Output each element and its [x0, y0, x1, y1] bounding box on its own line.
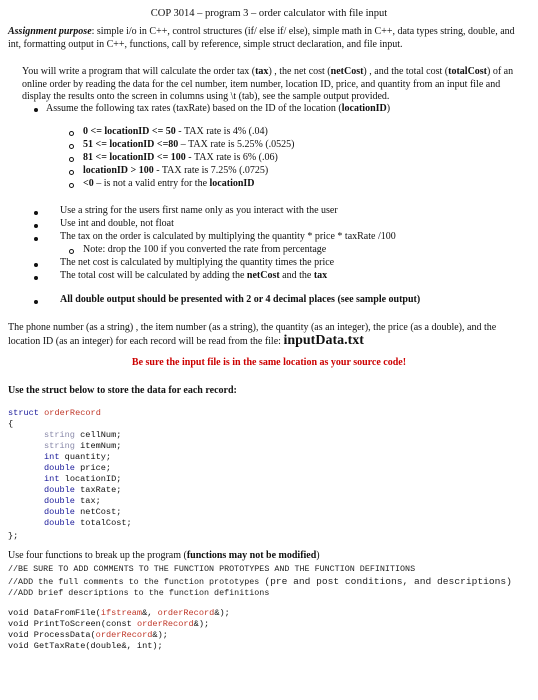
bullet-note: Note: drop the 100 if you converted the rate from percentage [83, 244, 327, 255]
field-name: totalCost; [80, 518, 132, 528]
file-input-text: The phone number (as a string) , the item number (as a string), the quantity (as an integer), the price (as a double), and the location ID (as an integer) for each record will be read from the file: [8, 322, 497, 347]
field-type: double [44, 496, 75, 506]
bullet-dot [34, 224, 38, 228]
bullet-int-double: Use int and double, not float [60, 218, 174, 229]
struct-label: Use the struct below to store the data for each record: [8, 385, 237, 396]
prototype-data-from-file [8, 608, 230, 619]
bullet-double-output: All double output should be presented with 2 or 4 decimal places (see sample output) [60, 294, 421, 305]
struct-field [44, 496, 101, 507]
field-type: string [44, 441, 75, 451]
proto-part: void PrintToScreen(const [8, 619, 137, 629]
total-cost-text-1: The total cost will be calculated by adding the [60, 270, 247, 281]
struct-field [44, 507, 121, 518]
tax-rate-cond: locationID > 100 [83, 165, 154, 176]
total-cost-netcost: netCost [246, 270, 280, 281]
struct-close-brace: }; [8, 531, 19, 541]
proto-type: orderRecord [95, 630, 153, 640]
struct-field [44, 474, 121, 485]
comment-part-a: //ADD the full comments to the function prototypes [8, 577, 265, 587]
sub-bullet [69, 144, 74, 149]
tax-rate-rest: – is not a valid entry for the [93, 178, 210, 189]
functions-intro [8, 550, 320, 561]
struct-field [44, 485, 121, 496]
tax-rate-item [83, 152, 278, 165]
struct-field [44, 518, 132, 529]
proto-part: &, [142, 608, 158, 618]
proto-type: orderRecord [136, 619, 194, 629]
intro-text-2: ) , the net cost ( [268, 66, 331, 77]
sub-bullet [69, 170, 74, 175]
bullet-net-cost: The net cost is calculated by multiplying the quantity times the price [60, 257, 335, 268]
field-name: tax; [80, 496, 101, 506]
bullet-total-cost [60, 270, 327, 283]
total-cost-text-2: and the [279, 270, 314, 281]
input-filename: inputData.txt [283, 333, 364, 348]
field-type: double [44, 507, 75, 517]
struct-name: orderRecord [44, 408, 101, 418]
prototype-get-tax-rate: void GetTaxRate(double&, int); [8, 641, 163, 651]
field-type: int [44, 474, 60, 484]
intro-tax: tax [255, 66, 269, 77]
proto-part: &); [152, 630, 168, 640]
bullet-dot [34, 263, 38, 267]
struct-field [44, 463, 111, 474]
tax-rate-rest: - TAX rate is 6% (.06) [185, 152, 278, 163]
warning-note: Be sure the input file is in the same location as your source code! [131, 357, 407, 368]
purpose-label: Assignment purpose [8, 26, 92, 37]
bullet-dot [34, 211, 38, 215]
code-comment: //ADD brief descriptions to the function definitions [8, 588, 270, 598]
field-type: double [44, 518, 75, 528]
struct-open-brace: { [8, 419, 14, 429]
field-name: taxRate; [80, 485, 122, 495]
field-name: locationID; [64, 474, 122, 484]
tax-rate-rest: - TAX rate is 4% (.04) [175, 126, 268, 137]
assignment-purpose [8, 26, 530, 51]
struct-field [44, 441, 121, 452]
field-type: string [44, 430, 75, 440]
functions-intro-bold: functions may not be modified [186, 550, 317, 561]
field-type: int [44, 452, 60, 462]
sub-bullet [69, 157, 74, 162]
total-cost-tax: tax [313, 270, 328, 281]
field-name: price; [80, 463, 112, 473]
intro-text-1: You will write a program that will calculate the order tax ( [22, 66, 256, 77]
purpose-text: : simple i/o in C++, control structures (if/ else if/ else), simple math in C++, data types string, double, and int, formatting output in C++, functions, call by reference, simple struct declaration, and file input. [8, 26, 515, 50]
tax-rate-rest: – TAX rate is 5.25% (.0525) [178, 139, 295, 150]
sub-bullet [69, 249, 74, 254]
document-title: COP 3014 – program 3 – order calculator with file input [150, 8, 388, 19]
bullet-dot [34, 108, 38, 112]
proto-type: ifstream [100, 608, 143, 618]
bullet-first-name: Use a string for the users first name only as you interact with the user [60, 205, 338, 216]
tax-rate-cond: <0 [83, 178, 94, 189]
tax-rate-item [83, 165, 268, 178]
struct-keyword: struct [8, 408, 39, 418]
tax-rate-item [83, 126, 268, 139]
field-type: double [44, 463, 75, 473]
proto-part: &); [193, 619, 210, 629]
struct-field [44, 452, 111, 463]
bullet-tax-calc: The tax on the order is calculated by multiplying the quantity * price * taxRate /100 [60, 231, 396, 242]
intro-netcost: netCost [330, 66, 364, 77]
tax-rate-item [83, 139, 295, 152]
tax-rate-cond: 81 <= locationID <= 100 [83, 152, 186, 163]
sub-bullet [69, 183, 74, 188]
tax-rate-tail: locationID [209, 178, 255, 189]
field-type: double [44, 485, 75, 495]
tax-rate-cond: 51 <= locationID <=80 [83, 139, 179, 150]
field-name: cellNum; [80, 430, 122, 440]
tax-rate-item [83, 178, 255, 191]
assume-text-1: Assume the following tax rates (taxRate) based on the ID of the location ( [46, 103, 342, 114]
prototype-process-data [8, 630, 168, 641]
struct-header [8, 408, 101, 419]
assume-line [46, 103, 390, 116]
functions-intro-text-2: ) [316, 550, 320, 561]
proto-part: &); [214, 608, 230, 618]
bullet-dot [34, 300, 38, 304]
intro-paragraph [22, 66, 522, 104]
functions-intro-text-1: Use four functions to break up the program ( [8, 550, 187, 561]
assume-locationid: locationID [341, 103, 387, 114]
proto-part: void DataFromFile( [8, 608, 101, 618]
field-name: netCost; [80, 507, 122, 517]
comment-part-b: (pre and post conditions, and descriptions) [264, 576, 512, 587]
assume-text-2: ) [386, 103, 391, 114]
tax-rate-cond: 0 <= locationID <= 50 [83, 126, 176, 137]
tax-rate-rest: - TAX rate is 7.25% (.0725) [153, 165, 269, 176]
field-name: quantity; [64, 452, 112, 462]
bullet-dot [34, 276, 38, 280]
intro-text-4: ) of an online order by reading the data for the cel number, item number, location ID, price, and quantity from an input file and display the results onto the screen in columns using \t (tab), see the sample output provided. [22, 66, 514, 102]
field-name: itemNum; [80, 441, 122, 451]
bullet-dot [34, 237, 38, 241]
code-comment: //BE SURE TO ADD COMMENTS TO THE FUNCTION PROTOTYPES AND THE FUNCTION DEFINITIONS [8, 564, 416, 574]
code-comment [8, 576, 512, 587]
sub-bullet [69, 131, 74, 136]
intro-totalcost: totalCost [448, 66, 488, 77]
struct-field [44, 430, 121, 441]
file-input-paragraph [8, 321, 530, 348]
proto-type: orderRecord [157, 608, 215, 618]
proto-part: void ProcessData( [8, 630, 96, 640]
prototype-print-to-screen [8, 619, 209, 630]
intro-text-3: ) , and the total cost ( [363, 66, 449, 77]
